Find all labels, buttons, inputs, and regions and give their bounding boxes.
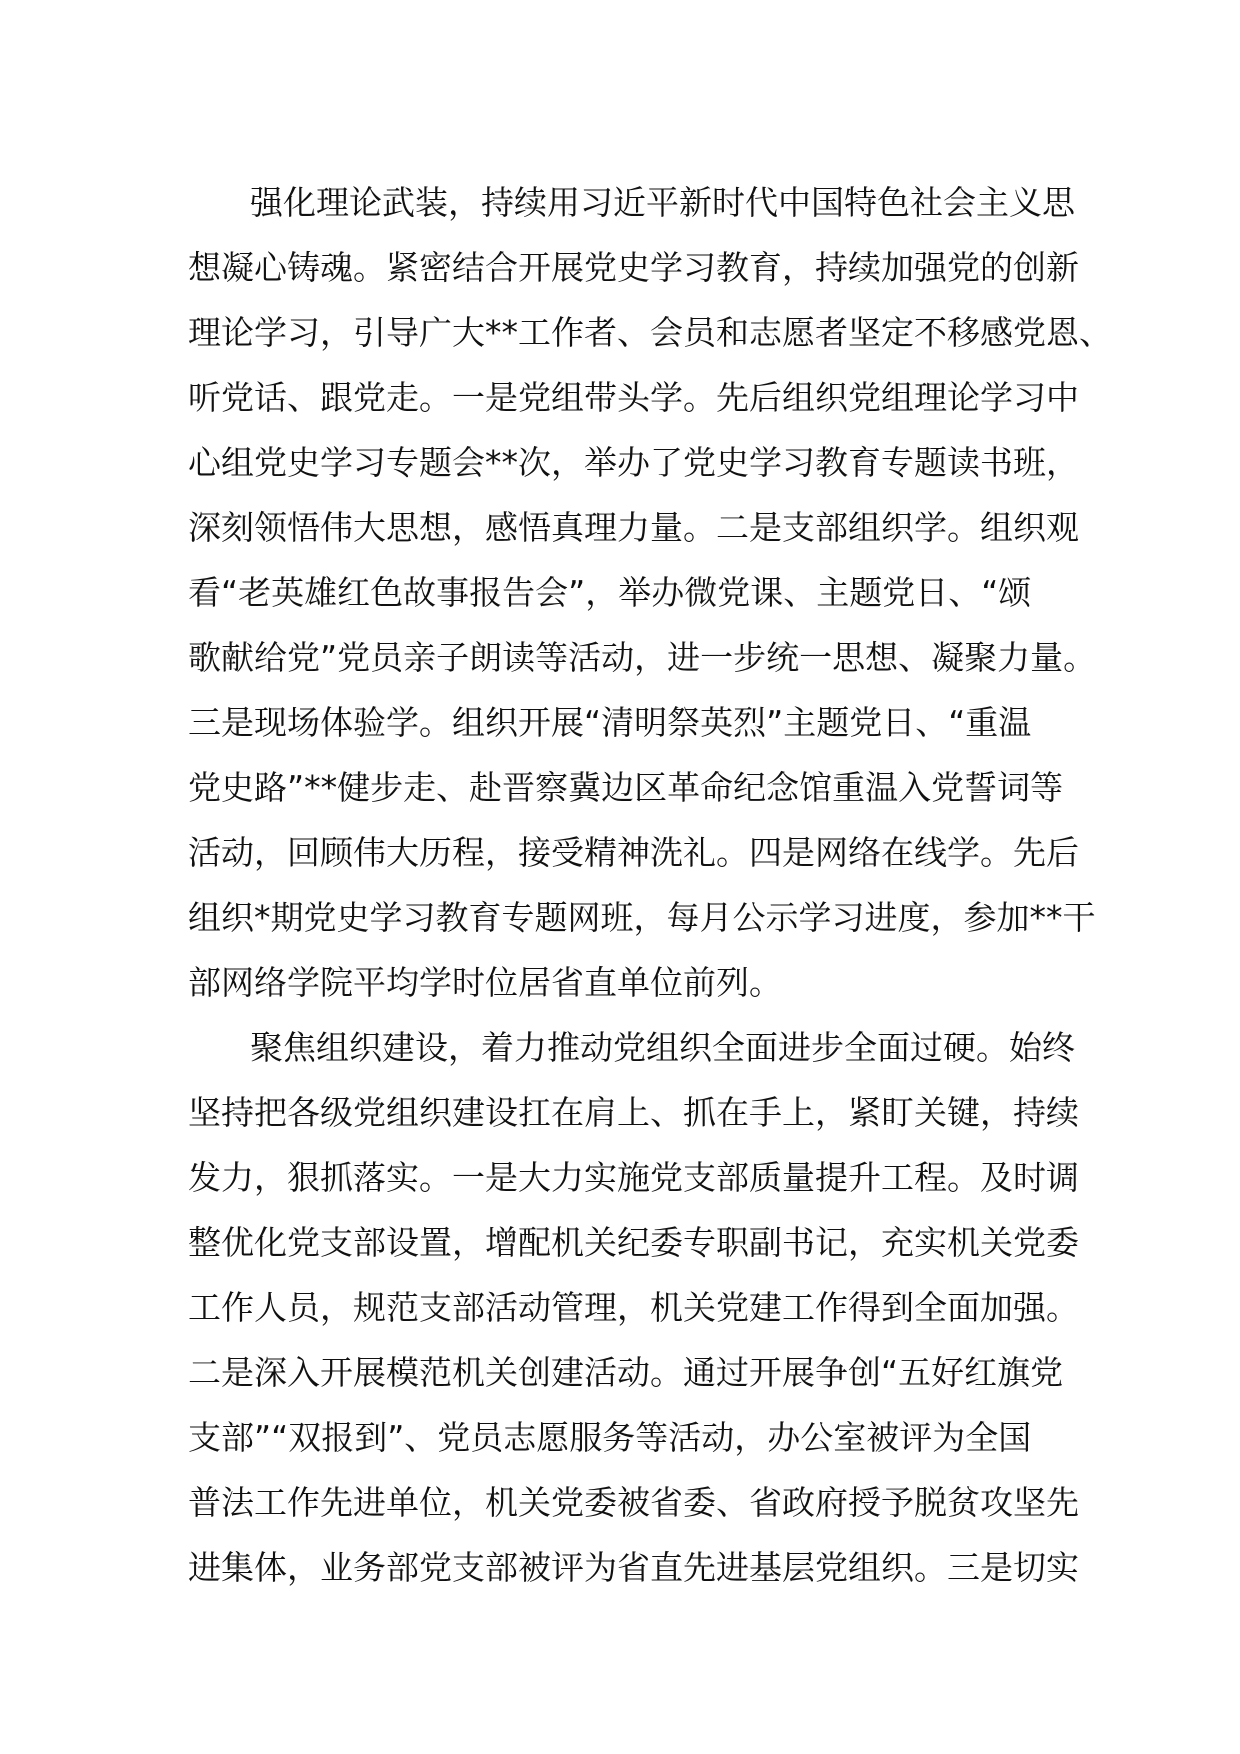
paragraph-1-line-8: 歌献给党”党员亲子朗读等活动，进一步统一思想、凝聚力量。	[188, 638, 1097, 677]
paragraph-1-line-12: 组织*期党史学习教育专题网班，每月公示学习进度，参加**干	[188, 898, 1096, 937]
paragraph-1-line-5: 心组党史学习专题会**次，举办了党史学习教育专题读书班，	[188, 443, 1079, 482]
paragraph-2-line-4: 整优化党支部设置，增配机关纪委专职副书记，充实机关党委	[188, 1223, 1079, 1262]
paragraph-2-line-7: 支部”“双报到”、党员志愿服务等活动，办公室被评为全国	[188, 1418, 1032, 1457]
paragraph-1-line-3: 理论学习，引导广大**工作者、会员和志愿者坚定不移感党恩、	[188, 313, 1112, 352]
paragraph-2-line-3: 发力，狠抓落实。一是大力实施党支部质量提升工程。及时调	[188, 1158, 1079, 1197]
paragraph-2-line-8: 普法工作先进单位，机关党委被省委、省政府授予脱贫攻坚先	[188, 1483, 1079, 1522]
paragraph-2-line-9: 进集体，业务部党支部被评为省直先进基层党组织。三是切实	[188, 1548, 1079, 1587]
paragraph-1-line-2: 想凝心铸魂。紧密结合开展党史学习教育，持续加强党的创新	[188, 248, 1079, 287]
paragraph-1-line-13: 部网络学院平均学时位居省直单位前列。	[188, 963, 782, 1002]
paragraph-2-line-2: 坚持把各级党组织建设扛在肩上、抓在手上，紧盯关键，持续	[188, 1093, 1079, 1132]
paragraph-1-line-4: 听党话、跟党走。一是党组带头学。先后组织党组理论学习中	[188, 378, 1079, 417]
paragraph-1-line-1: 强化理论武装，持续用习近平新时代中国特色社会主义思	[250, 183, 1075, 222]
paragraph-1-line-9: 三是现场体验学。组织开展“清明祭英烈”主题党日、“重温	[188, 703, 1032, 742]
paragraph-2-line-5: 工作人员，规范支部活动管理，机关党建工作得到全面加强。	[188, 1288, 1079, 1327]
paragraph-2-line-6: 二是深入开展模范机关创建活动。通过开展争创“五好红旗党	[188, 1353, 1064, 1392]
paragraph-2-line-1: 聚焦组织建设，着力推动党组织全面进步全面过硬。始终	[250, 1028, 1075, 1067]
document-body	[188, 170, 1112, 1600]
paragraph-1-line-10: 党史路”**健步走、赴晋察冀边区革命纪念馆重温入党誓词等	[188, 768, 1064, 807]
paragraph-1-line-6: 深刻领悟伟大思想，感悟真理力量。二是支部组织学。组织观	[188, 508, 1079, 547]
paragraph-1-line-11: 活动，回顾伟大历程，接受精神洗礼。四是网络在线学。先后	[188, 833, 1079, 872]
paragraph-1-line-7: 看“老英雄红色故事报告会”，举办微党课、主题党日、“颂	[188, 573, 1032, 612]
